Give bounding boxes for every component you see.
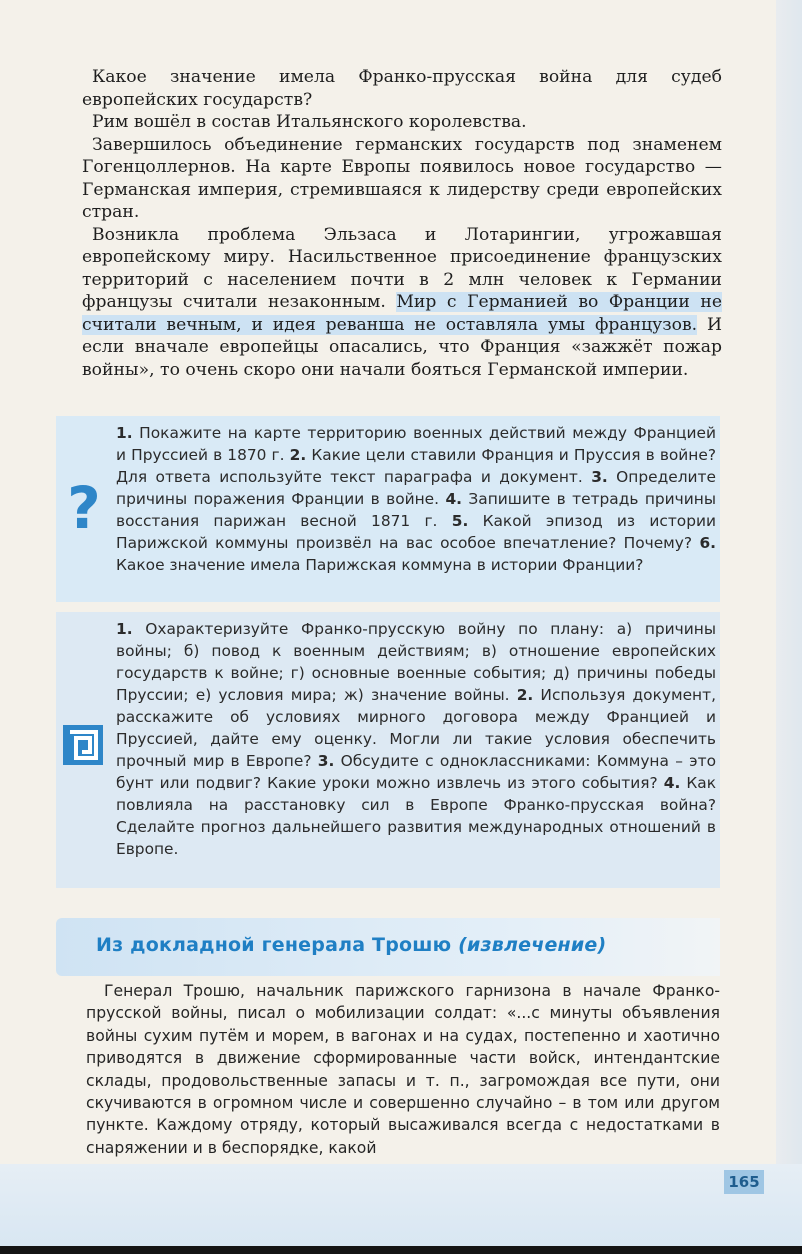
paragraph-text: И если вначале европейцы опасались, что Франция «зажжёт пожар войны», то очень скоро они начали бояться Германской империи. [82, 314, 722, 380]
question-text: Запишите в тетрадь причины восстания парижан весной 1871 г. [116, 490, 716, 530]
question-number: 5. [451, 512, 469, 530]
question-number: 4. [445, 490, 462, 508]
document-title [96, 934, 606, 956]
questions-text [116, 422, 716, 576]
question-mark-icon: ? [67, 474, 101, 542]
paragraph [82, 224, 722, 382]
question-text: Какое значение имела Парижская коммуна в истории Франции? [116, 556, 644, 574]
task-number: 4. [663, 774, 681, 792]
task-number: 2. [516, 686, 534, 704]
page-edge-band [776, 0, 802, 1254]
question-text: Какой эпизод из истории Парижской коммуны произвёл на вас особое впечатление? Почему? [116, 512, 716, 552]
scan-edge [0, 1246, 802, 1254]
task-text: Используя документ, расскажите об условиях мирного договора между Францией и Пруссией, дайте ему оценку. Могли ли такие условия обеспечить прочный мир в Европе? [116, 686, 716, 770]
question-number: 2. [289, 446, 307, 464]
task-text: Охарактеризуйте Франко-прусскую войну по плану: а) причины войны; б) повод к военным действиям; в) отношение европейских государств к войне; г) основные военные события; д) причины победы Пруссии; е) условия мира; ж) значение войны. [116, 620, 716, 704]
tasks-text [116, 618, 716, 860]
task-number: 1. [116, 620, 133, 638]
meander-icon [62, 724, 104, 766]
document-title-text: Из докладной генерала Трошю [96, 934, 452, 956]
question-number: 1. [116, 424, 133, 442]
questions-box [56, 416, 720, 602]
document-header [56, 918, 720, 976]
question-number: 3. [591, 468, 608, 486]
task-text: Обсудите с одноклассниками: Коммуна – это бунт или подвиг? Какие уроки можно извлечь из этого события? [116, 752, 716, 792]
paragraph: Завершилось объединение германских государств под знаменем Гогенцоллернов. На карте Европы появилось новое государство — Германская империя, стремившаяся к лидерству среди европейских стран. [82, 134, 722, 222]
document-text [86, 980, 720, 1159]
question-number: 6. [699, 534, 716, 552]
question-text: Какие цели ставили Франция и Пруссия в войне? Для ответа используйте текст параграфа и документ. [116, 446, 717, 486]
question-text: Определите причины поражения Франции в войне. [116, 468, 716, 508]
paragraph: Рим вошёл в состав Итальянского королевства. [92, 112, 527, 132]
bottom-band [0, 1164, 802, 1254]
document-paragraph: Генерал Трошю, начальник парижского гарнизона в начале Франко-прусской войны, писал о мобилизации солдат: «...с минуты объявления войны сухим путём и морем, в вагонах и на судах, постепенно и хаотично приводятся в движение сформированные части войск, интендантские склады, продовольственные запасы и т. п., загромождая все пути, они скучиваются в огромном числе и совершенно случайно – в том или другом пункте. Каждому отряду, который высаживался всегда с недостатками в снаряжении и в беспорядке, какой [86, 982, 720, 1157]
task-text: Как повлияла на расстановку сил в Европе Франко-прусская война? Сделайте прогноз дальнейшего развития международных отношений в Европе. [116, 774, 717, 858]
main-text [82, 66, 722, 381]
question-text: Покажите на карте территорию военных действий между Францией и Пруссией в 1870 г. [116, 424, 716, 464]
document-subtitle: (извлечение) [458, 934, 607, 956]
tasks-box [56, 612, 720, 888]
paragraph-text: Возникла проблема Эльзаса и Лотарингии, угрожавшая европейскому миру. Насильственное присоединение французских территорий с населением почти в 2 млн человек к Германии французы считали незаконным. [82, 224, 722, 312]
paragraph: Какое значение имела Франко-прусская война для судеб европейских государств? [82, 67, 722, 110]
highlighted-text: Мир с Германией во Франции не считали вечным, и идея реванша не оставляла умы французов. [82, 292, 722, 335]
page-number: 165 [724, 1170, 764, 1194]
task-number: 3. [317, 752, 335, 770]
